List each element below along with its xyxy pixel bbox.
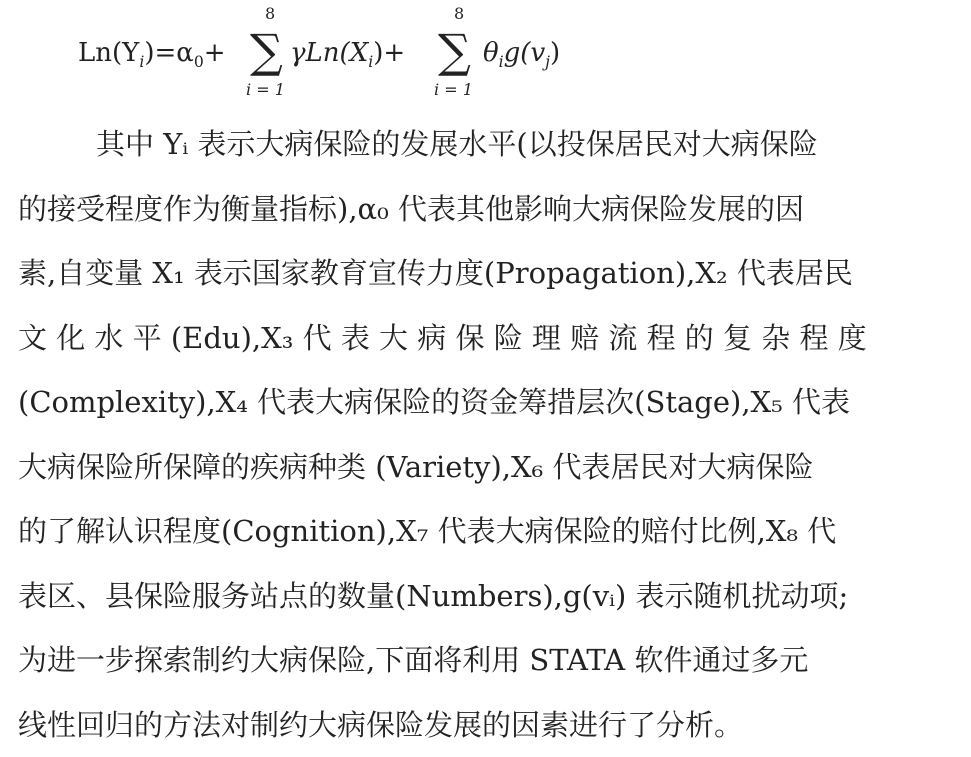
paragraph-line: 其中 Yᵢ 表示大病保险的发展水平(以投保居民对大病保险 [18,112,958,177]
paragraph-line: 线性回归的方法对制约大病保险发展的因素进行了分析。 [18,693,958,757]
paragraph-line: 素,自变量 X₁ 表示国家教育宣传力度(Propagation),X₂ 代表居民 [18,241,958,306]
paragraph-line: (Complexity),X₄ 代表大病保险的资金筹措层次(Stage),X₅ 代表 [18,370,958,435]
paragraph-line: 文 化 水 平 (Edu),X₃ 代 表 大 病 保 险 理 赔 流 程 的 复 杂 程 度 [18,306,958,371]
sum2-lower-limit: i = 1 [434,80,473,99]
paragraph-line: 的了解认识程度(Cognition),X₇ 代表大病保险的赔付比例,X₈ 代 [18,499,958,564]
sum1-upper-limit: 8 [265,4,275,23]
paragraph-line: 表区、县保险服务站点的数量(Numbers),g(vᵢ) 表示随机扰动项; [18,564,958,629]
equation-lhs: $Ln(Y_i)=\alpha_0+$ [78,38,226,71]
paragraph-line: 的接受程度作为衡量指标),α₀ 代表其他影响大病保险发展的因 [18,177,958,242]
paragraph-line: 为进一步探索制约大病保险,下面将利用 STATA 软件通过多元 [18,628,958,693]
body-paragraph [18,112,958,757]
sum1-lower-limit: i = 1 [246,80,285,99]
sum2-symbol: ∑ [438,28,471,74]
sum1-symbol: ∑ [250,28,283,74]
sum2-upper-limit: 8 [454,4,464,23]
equation-term2: $\theta_ig(v_j)$ [483,38,560,71]
regression-equation [78,0,778,100]
paragraph-line: 大病保险所保障的疾病种类 (Variety),X₆ 代表居民对大病保险 [18,435,958,500]
equation-term1: $\gamma Ln(X_i)+$ [290,38,405,71]
